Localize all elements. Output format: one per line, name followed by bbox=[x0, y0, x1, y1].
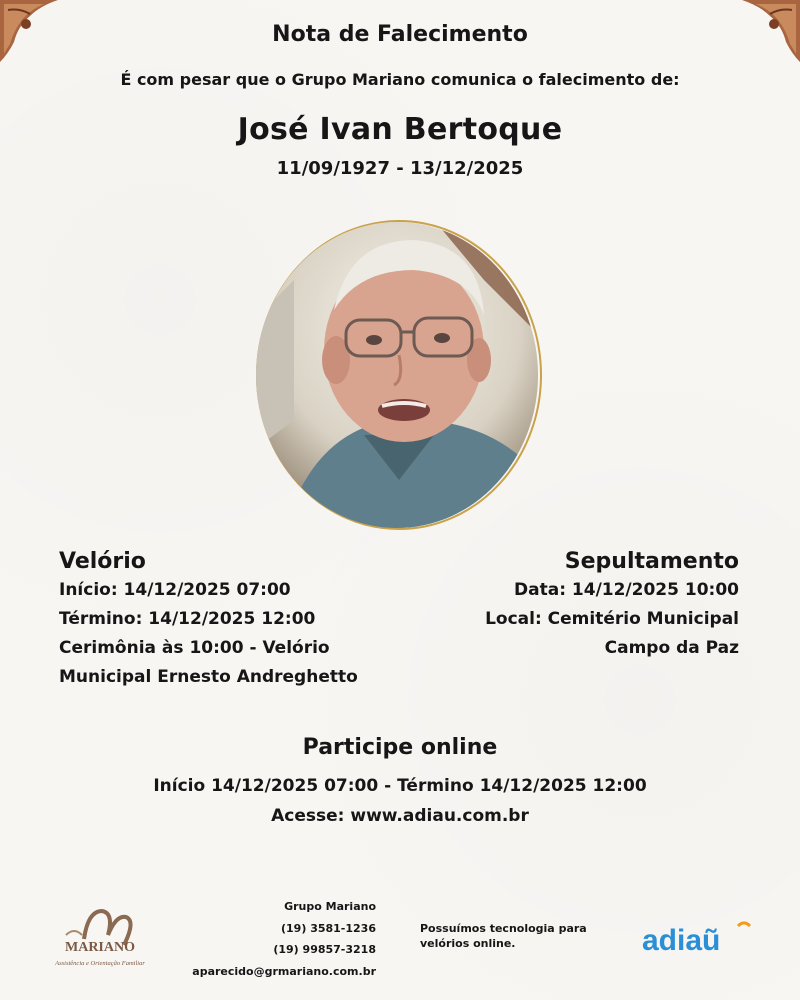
online-times: Início 14/12/2025 07:00 - Término 14/12/2025 12:00 bbox=[153, 776, 647, 796]
online-heading: Participe online bbox=[302, 735, 498, 760]
sepultamento-section bbox=[439, 548, 739, 663]
tech-note: Possuímos tecnologia para velórios online. bbox=[420, 922, 587, 950]
phone-2[interactable]: (19) 99857-3218 bbox=[273, 943, 376, 956]
notice-intro: É com pesar que o Grupo Mariano comunica o falecimento de: bbox=[120, 70, 680, 89]
company-name: Grupo Mariano bbox=[284, 900, 376, 913]
adiau-logo bbox=[642, 918, 758, 958]
velorio-heading: Velório bbox=[59, 549, 146, 574]
phone-1[interactable]: (19) 3581-1236 bbox=[281, 921, 376, 935]
logo-mariano-text: MARIANO bbox=[65, 940, 135, 955]
notice-title: Nota de Falecimento bbox=[272, 22, 528, 47]
velorio-ceremony: Cerimônia às 10:00 - Velório Municipal Ernesto Andreghetto bbox=[59, 638, 358, 687]
sepultamento-heading: Sepultamento bbox=[564, 549, 739, 574]
deceased-portrait bbox=[254, 220, 544, 530]
sepultamento-date: Data: 14/12/2025 10:00 bbox=[514, 580, 739, 600]
contact-block bbox=[180, 896, 376, 982]
sepultamento-location: Local: Cemitério Municipal Campo da Paz bbox=[485, 609, 739, 658]
life-dates: 11/09/1927 - 13/12/2025 bbox=[276, 158, 524, 179]
velorio-start: Início: 14/12/2025 07:00 bbox=[59, 580, 291, 600]
velorio-end: Término: 14/12/2025 12:00 bbox=[59, 609, 316, 629]
email[interactable]: aparecido@grmariano.com.br bbox=[192, 964, 376, 978]
online-access-link[interactable]: Acesse: www.adiau.com.br bbox=[271, 806, 529, 826]
adiau-logo-text: adiaũ bbox=[642, 924, 721, 957]
deceased-name: José Ivan Bertoque bbox=[237, 112, 563, 147]
logo-mariano-tagline: Assistência e Orientação Familiar bbox=[55, 960, 145, 967]
velorio-section bbox=[59, 548, 389, 692]
grupo-mariano-logo bbox=[44, 905, 156, 971]
